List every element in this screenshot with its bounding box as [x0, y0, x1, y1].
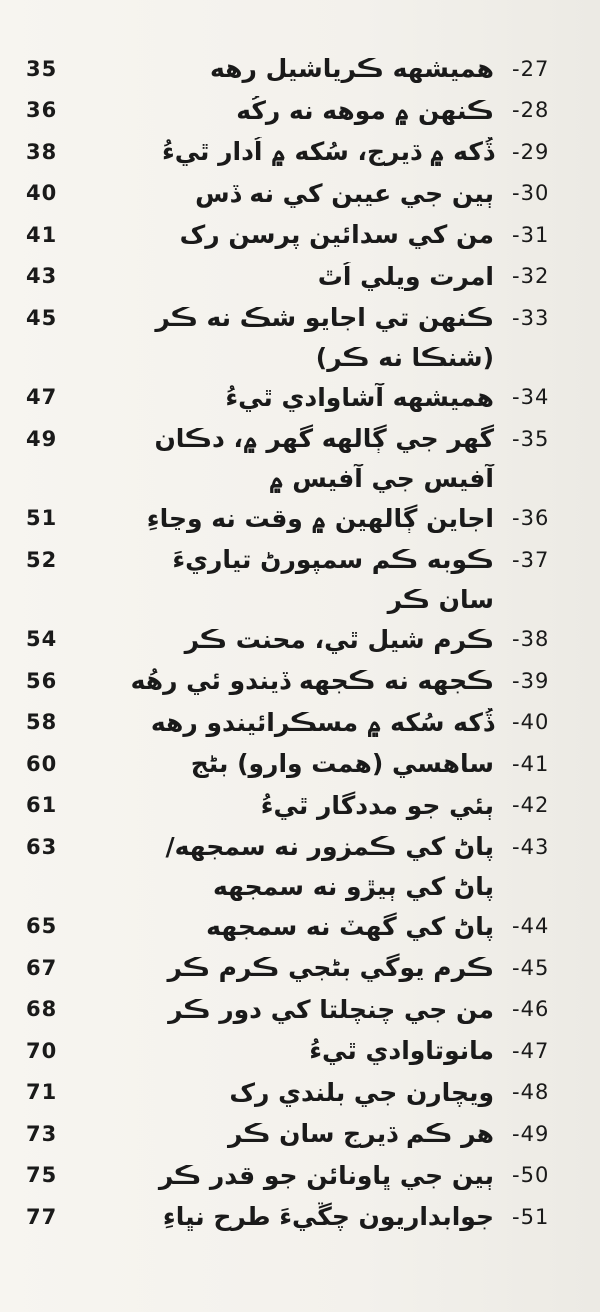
toc-entry [0, 906, 600, 948]
toc-entry [0, 539, 600, 581]
toc-title: من جي چنچلتا کي دور ڪر [168, 994, 494, 1024]
toc-chapter-number: -31 [512, 222, 550, 247]
toc-page-number: 38 [26, 139, 58, 164]
toc-page-number: 41 [26, 222, 58, 247]
toc-page-number: 63 [26, 834, 58, 859]
toc-page-number: 60 [26, 751, 58, 776]
toc-title: آفيس جي آفيس ۾ [268, 464, 494, 493]
toc-title: ساهسي (همت وارو) بڻج [190, 749, 494, 779]
toc-chapter-number: -30 [512, 181, 550, 206]
toc-chapter-number: -43 [512, 834, 550, 859]
toc-title: ڪرم شيل ٿي، محنت ڪر [184, 624, 494, 654]
toc-title: هر ڪم ڌيرج سان ڪر [228, 1119, 494, 1149]
toc-title: ٻين جي ڀاونائن جو قدر ڪر [158, 1160, 494, 1190]
toc-page-number: 47 [26, 385, 58, 410]
toc-entry [0, 1072, 600, 1114]
table-of-contents [0, 48, 600, 1238]
toc-title: مانوتاوادي ٿيءُ [309, 1036, 494, 1066]
toc-entry [0, 619, 600, 661]
toc-chapter-number: -41 [512, 751, 550, 776]
toc-page-number: 36 [26, 98, 58, 123]
toc-chapter-number: -39 [512, 668, 550, 693]
toc-title: ڪجهه نه ڪجهه ڏيندو ئي رهُه [130, 666, 494, 696]
toc-page-number: 49 [26, 426, 58, 451]
toc-entry [0, 131, 600, 173]
toc-entry [0, 256, 600, 298]
toc-page-number: 35 [26, 56, 58, 81]
toc-entry [0, 297, 600, 339]
toc-page-number: 40 [26, 181, 58, 206]
toc-chapter-number: -44 [512, 914, 550, 939]
toc-title: گهر جي ڳالهه گهر ۾، دڪان [154, 424, 494, 454]
toc-chapter-number: -48 [512, 1080, 550, 1105]
toc-entry [0, 498, 600, 540]
toc-page-number: 68 [26, 997, 58, 1022]
toc-chapter-number: -49 [512, 1121, 550, 1146]
toc-entry [0, 1196, 600, 1238]
toc-title: هميشهه ڪرياشيل رهه [210, 54, 494, 84]
toc-chapter-number: -46 [512, 997, 550, 1022]
toc-page-number: 58 [26, 710, 58, 735]
toc-title: ٻين جي عيبن کي نه ڏس [195, 178, 494, 208]
toc-title: پاڻ کي ڪمزور نه سمجهه/ [165, 832, 494, 862]
toc-chapter-number: -33 [512, 305, 550, 330]
toc-chapter-number: -37 [512, 547, 550, 572]
toc-title: پاڻ کي گهٽ نه سمجهه [206, 911, 494, 941]
toc-title: ڪوبه ڪم سمپورڻ تياريءَ [172, 545, 494, 575]
toc-page-number: 54 [26, 627, 58, 652]
toc-title: ڏُکه ۾ ڌيرج، سُکه ۾ اُدار ٿيءُ [161, 137, 494, 167]
toc-title: (شنڪا نه ڪر) [315, 343, 494, 372]
toc-entry [0, 1113, 600, 1155]
toc-title: هميشهه آشاوادي ٿيءُ [225, 382, 494, 412]
toc-chapter-number: -27 [512, 56, 550, 81]
toc-chapter-number: -36 [512, 506, 550, 531]
toc-chapter-number: -42 [512, 793, 550, 818]
toc-page-number: 70 [26, 1038, 58, 1063]
toc-page-number: 65 [26, 914, 58, 939]
toc-title: ٻئي جو مددگار ٿيءُ [260, 790, 494, 820]
toc-page-number: 61 [26, 793, 58, 818]
toc-chapter-number: -51 [512, 1204, 550, 1229]
toc-chapter-number: -32 [512, 264, 550, 289]
toc-chapter-number: -28 [512, 98, 550, 123]
toc-page-number: 52 [26, 547, 58, 572]
toc-chapter-number: -34 [512, 385, 550, 410]
toc-page-number: 56 [26, 668, 58, 693]
toc-title: جوابداريون چڱيءَ طرح نڀاءِ [162, 1202, 494, 1232]
toc-page-number: 77 [26, 1204, 58, 1229]
toc-title: ڪنهن تي اجايو شڪ نه ڪر [155, 303, 494, 333]
toc-entry [0, 826, 600, 868]
toc-entry-continuation [0, 460, 600, 498]
toc-page-number: 51 [26, 506, 58, 531]
toc-entry-continuation [0, 868, 600, 906]
toc-entry [0, 660, 600, 702]
toc-title: امرت ويلي اُٿ [317, 261, 494, 291]
toc-entry [0, 1155, 600, 1197]
toc-chapter-number: -40 [512, 710, 550, 735]
toc-page-number: 71 [26, 1080, 58, 1105]
toc-page-number: 67 [26, 955, 58, 980]
toc-title: من کي سدائين پرسن رک [179, 220, 494, 250]
toc-entry [0, 989, 600, 1031]
toc-title: ڏُکه سُکه ۾ مسڪرائيندو رهه [150, 707, 494, 737]
toc-entry [0, 214, 600, 256]
toc-chapter-number: -50 [512, 1163, 550, 1188]
toc-chapter-number: -29 [512, 139, 550, 164]
toc-title: اجاين ڳالهين ۾ وقت نه وڃاءِ [146, 503, 494, 533]
toc-entry [0, 785, 600, 827]
toc-entry-continuation [0, 339, 600, 377]
toc-entry [0, 90, 600, 132]
toc-entry-continuation [0, 581, 600, 619]
toc-chapter-number: -45 [512, 955, 550, 980]
toc-entry [0, 702, 600, 744]
toc-entry [0, 377, 600, 419]
toc-page-number: 45 [26, 305, 58, 330]
toc-entry [0, 48, 600, 90]
toc-entry [0, 418, 600, 460]
toc-chapter-number: -38 [512, 627, 550, 652]
toc-page-number: 73 [26, 1121, 58, 1146]
toc-title: ڪنهن ۾ موهه نه رکُه [236, 95, 494, 125]
toc-chapter-number: -35 [512, 426, 550, 451]
toc-entry [0, 743, 600, 785]
toc-entry [0, 947, 600, 989]
toc-title: ويچارن جي بلندي رک [229, 1077, 494, 1107]
toc-chapter-number: -47 [512, 1038, 550, 1063]
toc-title: ڪرم يوگي بڻجي ڪرم ڪر [167, 953, 494, 983]
toc-title: سان ڪر [387, 585, 494, 614]
toc-entry [0, 1030, 600, 1072]
toc-page-number: 43 [26, 264, 58, 289]
toc-entry [0, 173, 600, 215]
toc-title: پاڻ کي ٻيڙو نه سمجهه [212, 872, 494, 901]
toc-page-number: 75 [26, 1163, 58, 1188]
